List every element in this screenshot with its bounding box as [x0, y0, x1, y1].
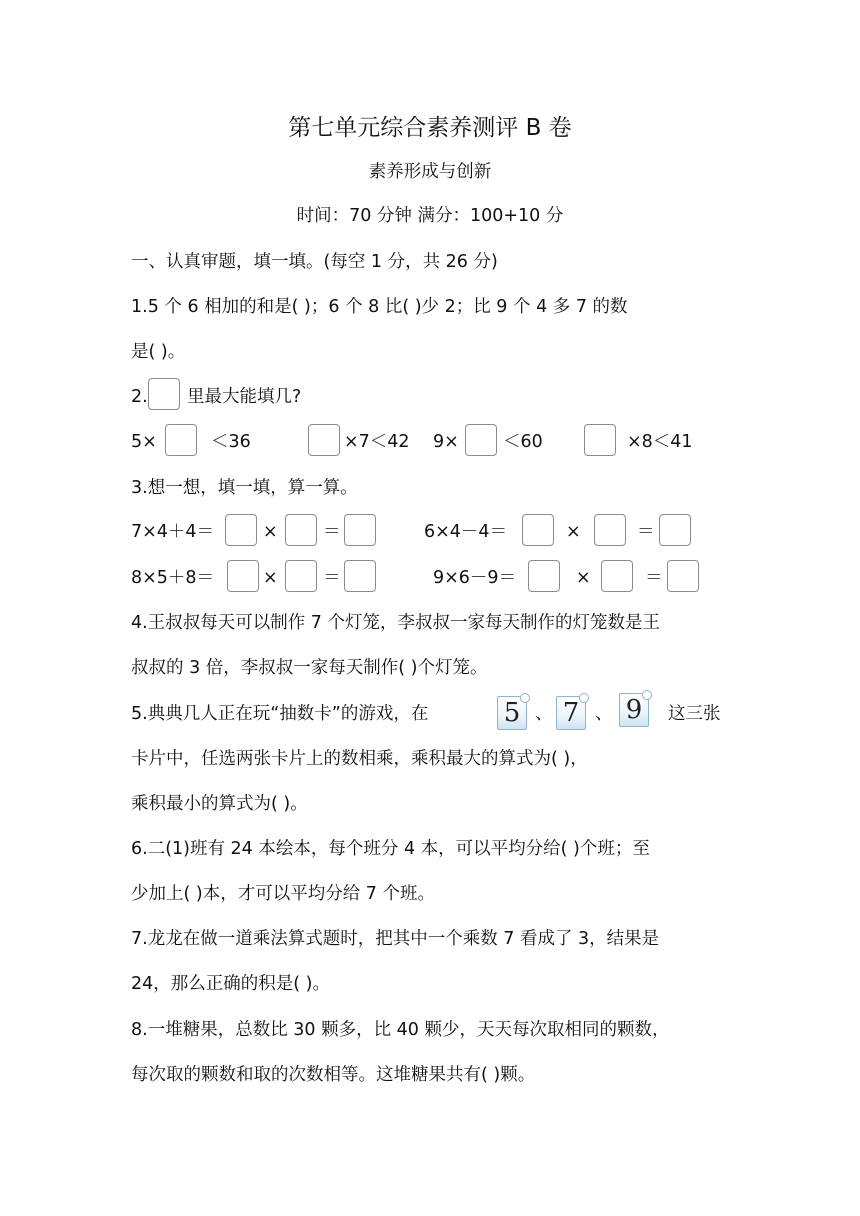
q2-suffix: 里最大能填几? [187, 387, 302, 407]
q2-item-1-after: ＜36 [211, 432, 251, 452]
q5-line-1-start: 5.典典几人正在玩“抽数卡”的游戏，在 [131, 704, 429, 724]
q3-item-3-op2: ＝ [323, 568, 341, 588]
q3-item-1-op2: ＝ [323, 522, 341, 542]
q2-item-1-before: 5× [131, 432, 157, 452]
page-subtitle: 素养形成与创新 [368, 162, 492, 182]
q3-item-3-box-3[interactable] [344, 560, 376, 592]
q3-item-3-op1: × [263, 568, 278, 588]
section-heading: 一、认真审题，填一填。(每空 1 分，共 26 分) [131, 252, 498, 272]
q3-item-1-expr: 7×4＋4＝ [131, 522, 215, 542]
q3-item-2-op2: ＝ [637, 522, 655, 542]
q1-line-1: 1.5 个 6 相加的和是( )；6 个 8 比( )少 2；比 9 个 4 多 7 的数 [131, 297, 628, 317]
number-card-7: 7 [556, 696, 586, 730]
q5-separator-2: 、 [595, 704, 613, 724]
q3-item-1-box-1[interactable] [225, 514, 257, 546]
q5-line-1-end: 这三张 [668, 704, 721, 724]
q3-item-3-box-1[interactable] [227, 560, 259, 592]
q5-line-2: 卡片中，任选两张卡片上的数相乘，乘积最大的算式为( )， [131, 749, 588, 769]
number-card-5: 5 [497, 696, 527, 730]
q3-item-2-expr: 6×4－4＝ [424, 522, 508, 542]
q7-line-2: 24，那么正确的积是( )。 [131, 974, 330, 994]
q6-line-1: 6.二(1)班有 24 本绘本，每个班分 4 本，可以平均分给( )个班；至 [131, 839, 650, 859]
q6-line-2: 少加上( )本，才可以平均分给 7 个班。 [131, 884, 435, 904]
q8-line-2: 每次取的颗数和取的次数相等。这堆糖果共有( )颗。 [131, 1065, 536, 1085]
q2-item-2-after: ×7＜42 [344, 432, 410, 452]
q3-item-4-op1: × [576, 568, 591, 588]
q3-item-4-box-2[interactable] [601, 560, 633, 592]
q2-item-3-after: ＜60 [503, 432, 543, 452]
q2-item-3-answer-box[interactable] [465, 424, 497, 456]
q2-item-2-answer-box[interactable] [308, 424, 340, 456]
q3-item-4-expr: 9×6－9＝ [433, 568, 517, 588]
q3-item-1-box-3[interactable] [344, 514, 376, 546]
q8-line-1: 8.一堆糖果，总数比 30 颗多，比 40 颗少，天天每次取相同的颗数， [131, 1020, 670, 1040]
q7-line-1: 7.龙龙在做一道乘法算式题时，把其中一个乘数 7 看成了 3，结果是 [131, 929, 660, 949]
q2-item-3-before: 9× [433, 432, 459, 452]
q3-item-1-op1: × [263, 522, 278, 542]
q3-item-3-box-2[interactable] [285, 560, 317, 592]
page-title: 第七单元综合素养测评 B 卷 [288, 115, 572, 141]
q3-item-2-box-2[interactable] [594, 514, 626, 546]
q5-separator-1: 、 [535, 704, 553, 724]
q3-item-2-box-1[interactable] [522, 514, 554, 546]
q3-item-2-box-3[interactable] [659, 514, 691, 546]
q2-item-4-answer-box[interactable] [584, 424, 616, 456]
q1-line-2: 是( )。 [131, 342, 186, 362]
q3-item-4-box-1[interactable] [528, 560, 560, 592]
number-card-9: 9 [619, 693, 649, 727]
q3-item-4-box-3[interactable] [667, 560, 699, 592]
q4-line-2: 叔叔的 3 倍，李叔叔一家每天制作( )个灯笼。 [131, 658, 488, 678]
q3-heading: 3.想一想，填一填，算一算。 [131, 478, 358, 498]
q3-item-1-box-2[interactable] [285, 514, 317, 546]
q5-line-3: 乘积最小的算式为( )。 [131, 794, 308, 814]
q4-line-1: 4.王叔叔每天可以制作 7 个灯笼，李叔叔一家每天制作的灯笼数是王 [131, 613, 660, 633]
q2-example-box [148, 378, 180, 410]
q2-item-4-after: ×8＜41 [627, 432, 693, 452]
q3-item-4-op2: ＝ [645, 568, 663, 588]
exam-meta: 时间：70 分钟 满分：100+10 分 [296, 206, 564, 226]
q2-item-1-answer-box[interactable] [165, 424, 197, 456]
q2-prefix: 2. [131, 387, 148, 407]
q3-item-2-op1: × [566, 522, 581, 542]
q3-item-3-expr: 8×5＋8＝ [131, 568, 215, 588]
